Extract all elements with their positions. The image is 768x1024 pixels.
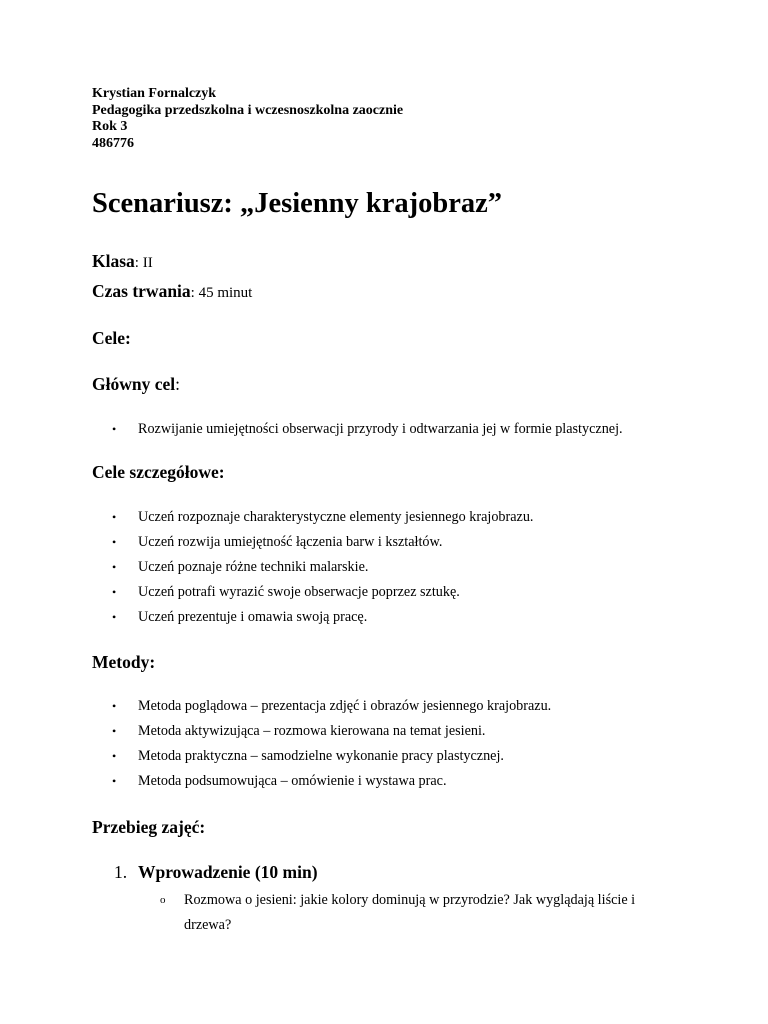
methods-heading: Metody: xyxy=(92,652,156,672)
main-goal-list xyxy=(0,417,768,442)
list-item-text: Uczeń potrafi wyrazić swoje obserwacje poprzez sztukę. xyxy=(138,584,460,600)
list-item xyxy=(0,719,768,744)
list-item xyxy=(0,769,768,794)
specific-goals-list xyxy=(0,505,768,630)
list-item xyxy=(0,555,768,580)
duration-value: : 45 minut xyxy=(190,285,253,301)
list-item-text: Rozwijanie umiejętności obserwacji przyrody i odtwarzania jej w formie plastycznej. xyxy=(138,421,623,437)
class-label: Klasa xyxy=(92,251,135,271)
list-item xyxy=(0,694,768,719)
student-id: 486776 xyxy=(92,135,134,151)
study-program: Pedagogika przedszkolna i wczesnoszkolna zaocznie xyxy=(92,102,404,118)
duration-label: Czas trwania xyxy=(92,281,191,301)
list-item xyxy=(0,505,768,530)
sub-item-text: Rozmowa o jesieni: jakie kolory dominują w przyrodzie? Jak wyglądają liście i drzewa? xyxy=(184,892,636,933)
list-item xyxy=(0,530,768,555)
duration-line xyxy=(92,281,252,303)
lesson-flow-heading: Przebieg zajęć: xyxy=(92,817,206,837)
study-year: Rok 3 xyxy=(92,119,128,134)
main-goal-label: Główny cel xyxy=(92,374,176,394)
bullet-icon: • xyxy=(112,749,117,763)
main-goal-heading xyxy=(92,373,180,395)
bullet-icon: • xyxy=(112,560,117,574)
page-title: Scenariusz: „Jesienny krajobraz” xyxy=(92,188,503,219)
list-item-text: Metoda aktywizująca – rozmowa kierowana na temat jesieni. xyxy=(138,723,486,739)
author-header xyxy=(92,86,403,152)
step-title: Wprowadzenie (10 min) xyxy=(138,862,318,882)
bullet-icon: • xyxy=(112,585,117,599)
list-item xyxy=(0,605,768,630)
class-value: : II xyxy=(134,255,153,271)
list-item-text: Metoda poglądowa – prezentacja zdjęć i obrazów jesiennego krajobrazu. xyxy=(138,698,552,714)
class-line xyxy=(92,251,153,273)
main-goal-colon: : xyxy=(175,374,180,394)
bullet-icon: • xyxy=(112,510,117,524)
specific-goals-heading: Cele szczegółowe: xyxy=(92,462,225,482)
bullet-icon: • xyxy=(112,422,117,436)
list-item-text: Metoda podsumowująca – omówienie i wystawa prac. xyxy=(138,773,447,789)
methods-list xyxy=(0,694,768,794)
list-item xyxy=(0,744,768,769)
bullet-icon: • xyxy=(112,699,117,713)
bullet-icon: • xyxy=(112,724,117,738)
list-item-text: Metoda praktyczna – samodzielne wykonanie pracy plastycznej. xyxy=(138,748,504,764)
list-item-text: Uczeń poznaje różne techniki malarskie. xyxy=(138,559,369,575)
goals-heading: Cele: xyxy=(92,328,131,348)
bullet-icon: • xyxy=(112,535,117,549)
lesson-step xyxy=(0,860,768,884)
list-item-text: Uczeń prezentuje i omawia swoją pracę. xyxy=(138,609,368,625)
list-item-text: Uczeń rozwija umiejętność łączenia barw i kształtów. xyxy=(138,534,443,550)
bullet-icon: • xyxy=(112,774,117,788)
bullet-icon: • xyxy=(112,610,117,624)
sub-bullet-icon: o xyxy=(160,894,166,906)
author-name: Krystian Fornalczyk xyxy=(92,86,217,101)
list-item xyxy=(0,417,768,442)
list-item-text: Uczeń rozpoznaje charakterystyczne elementy jesiennego krajobrazu. xyxy=(138,509,534,525)
step-number: 1. xyxy=(114,862,128,882)
list-item xyxy=(0,580,768,605)
